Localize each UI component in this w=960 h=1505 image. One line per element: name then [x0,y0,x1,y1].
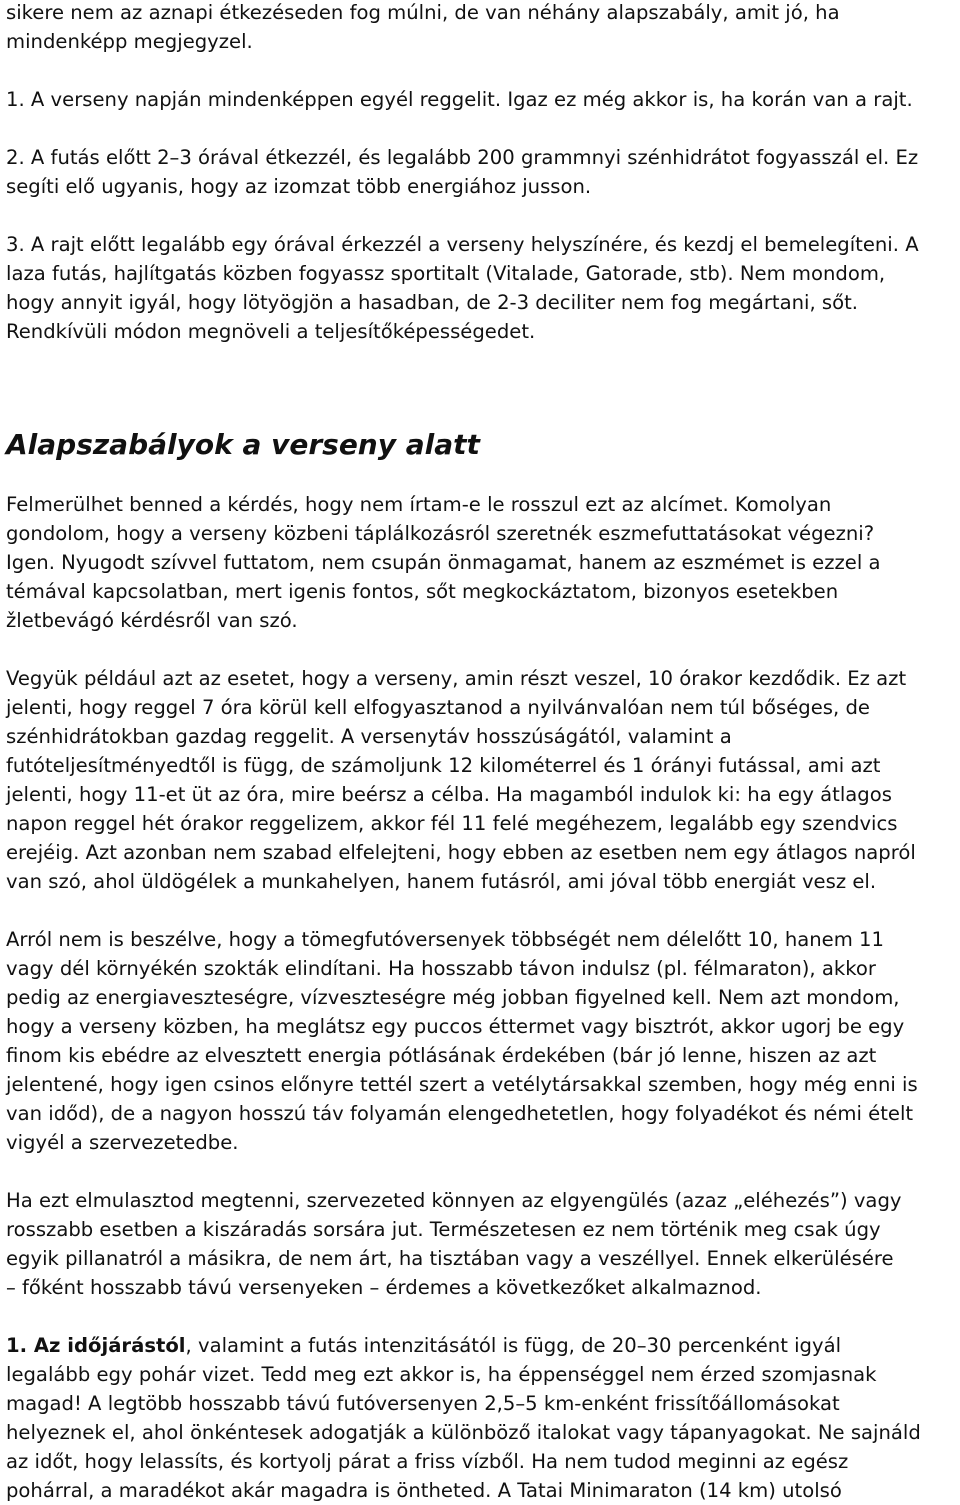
paragraph-4: Ha ezt elmulasztod megtenni, szervezeted könnyen az elgyengülés (azaz „eléhezés”) vagy rosszabb esetben a kiszáradás sorsára jut. Természetesen ez nem történik meg csak úgy egyik pillanatról a másikra, de nem árt, ha tisztában vagy a veszéllyel. Ennek elkerülésére – főként hosszabb távú versenyeken – érdemes a következőket alkalmaznod. [6,1189,902,1299]
paragraph-1: Felmerülhet benned a kérdés, hogy nem írtam-e le rosszul ezt az alcímet. Komolyan gondolom, hogy a verseny közbeni táplálkozásról szeretnék eszmefuttatásokat végezni? Igen. Nyugodt szívvel futtatom, nem csupán önmagamat, hanem az eszmémet is ezzel a témával kapcsolatban, mert igenis fontos, sőt megkockáztatom, bizonyos esetekben žletbevágó kérdésről van szó. [6,493,881,632]
section-heading: Alapszabályok a verseny alatt [6,428,480,461]
list-item-2: 2. A futás előtt 2–3 órával étkezzél, és legalább 200 grammnyi szénhidrátot fogyasszál el. Ez segíti elő ugyanis, hogy az izomzat több energiához jusson. [6,146,919,198]
list-item-1: 1. A verseny napján mindenképpen egyél reggelit. Igaz ez még akkor is, ha korán van a rajt. [6,88,913,111]
rule-1-paragraph [6,1331,954,1505]
paragraph-3: Arról nem is beszélve, hogy a tömegfutóversenyek többségét nem délelőtt 10, hanem 11 vagy dél környékén szokták elindítani. Ha hosszabb távon indulsz (pl. félmaraton), akkor pedig az energiaveszteségre, vízveszteségre még jobban figyelned kell. Nem azt mondom, hogy a verseny közben, ha meglátsz egy puccos éttermet vagy bisztrót, akkor ugorj be egy finom kis ebédre az elvesztett energia pótlásának érdekében (bár jó lenne, hiszen az azt jelentené, hogy igen csinos előnyre tettél szert a vetélytársakkal szemben, hogy még enni is van időd), de a nagyon hosszú táv folyamán elengedhetetlen, hogy folyadékot és némi ételt vigyél a szervezetedbe. [6,928,918,1154]
document-page [6,0,954,1505]
paragraph-2: Vegyük például azt az esetet, hogy a verseny, amin részt veszel, 10 órakor kezdődik. Ez azt jelenti, hogy reggel 7 óra körül kell elfogyasztanod a nyilvánvalóan nem túl bőséges, de szénhidrátokban gazdag reggelit. A versenytáv hosszúságától, valamint a futóteljesítményedtől is függ, de számoljunk 12 kilométerrel és 1 órányi futással, ami azt jelenti, hogy 11-et üt az óra, mire beérsz a célba. Ha magamból indulok ki: ha egy átlagos napon reggel hét órakor reggelizem, akkor fél 11 felé megéhezem, legalább egy szendvics erejéig. Azt azonban nem szabad elfelejteni, hogy ebben az esetben nem egy átlagos napról van szó, ahol üldögélek a munkahelyen, hanem futásról, ami jóval több energiát vesz el. [6,667,916,893]
intro-paragraph: sikere nem az aznapi étkezéseden fog múlni, de van néhány alapszabály, amit jó, ha mindenképp megjegyzel. [6,1,840,53]
rule-1-text: , valamint a futás intenzitásától is függ, de 20–30 percenként igyál legalább egy pohár vizet. Tedd meg ezt akkor is, ha éppenséggel nem érzed szomjasnak magad! A legtöbb hosszabb távú futóversenyen 2,5–5 km-enként frissítőállomásokat helyeznek el, ahol önkéntesek adogatják a különböző italokat vagy tápanyagokat. Ne sajnáld az időt, hogy lelassíts, és kortyolj párat a friss vízből. Ha nem tudod meginni az egész pohárral, a maradékot akár magadra is öntheted. A Tatai Minimaraton (14 km) utolsó [6,1334,921,1502]
rule-1-lead: 1. Az időjárástól [6,1334,186,1357]
list-item-3: 3. A rajt előtt legalább egy órával érkezzél a verseny helyszínére, és kezdj el bemelegíteni. A laza futás, hajlítgatás közben fogyassz sportitalt (Vitalade, Gatorade, stb). Nem mondom, hogy annyit igyál, hogy lötyögjön a hasadban, de 2-3 deciliter nem fog megártani, sőt. Rendkívüli módon megnöveli a teljesítőképességedet. [6,233,919,343]
